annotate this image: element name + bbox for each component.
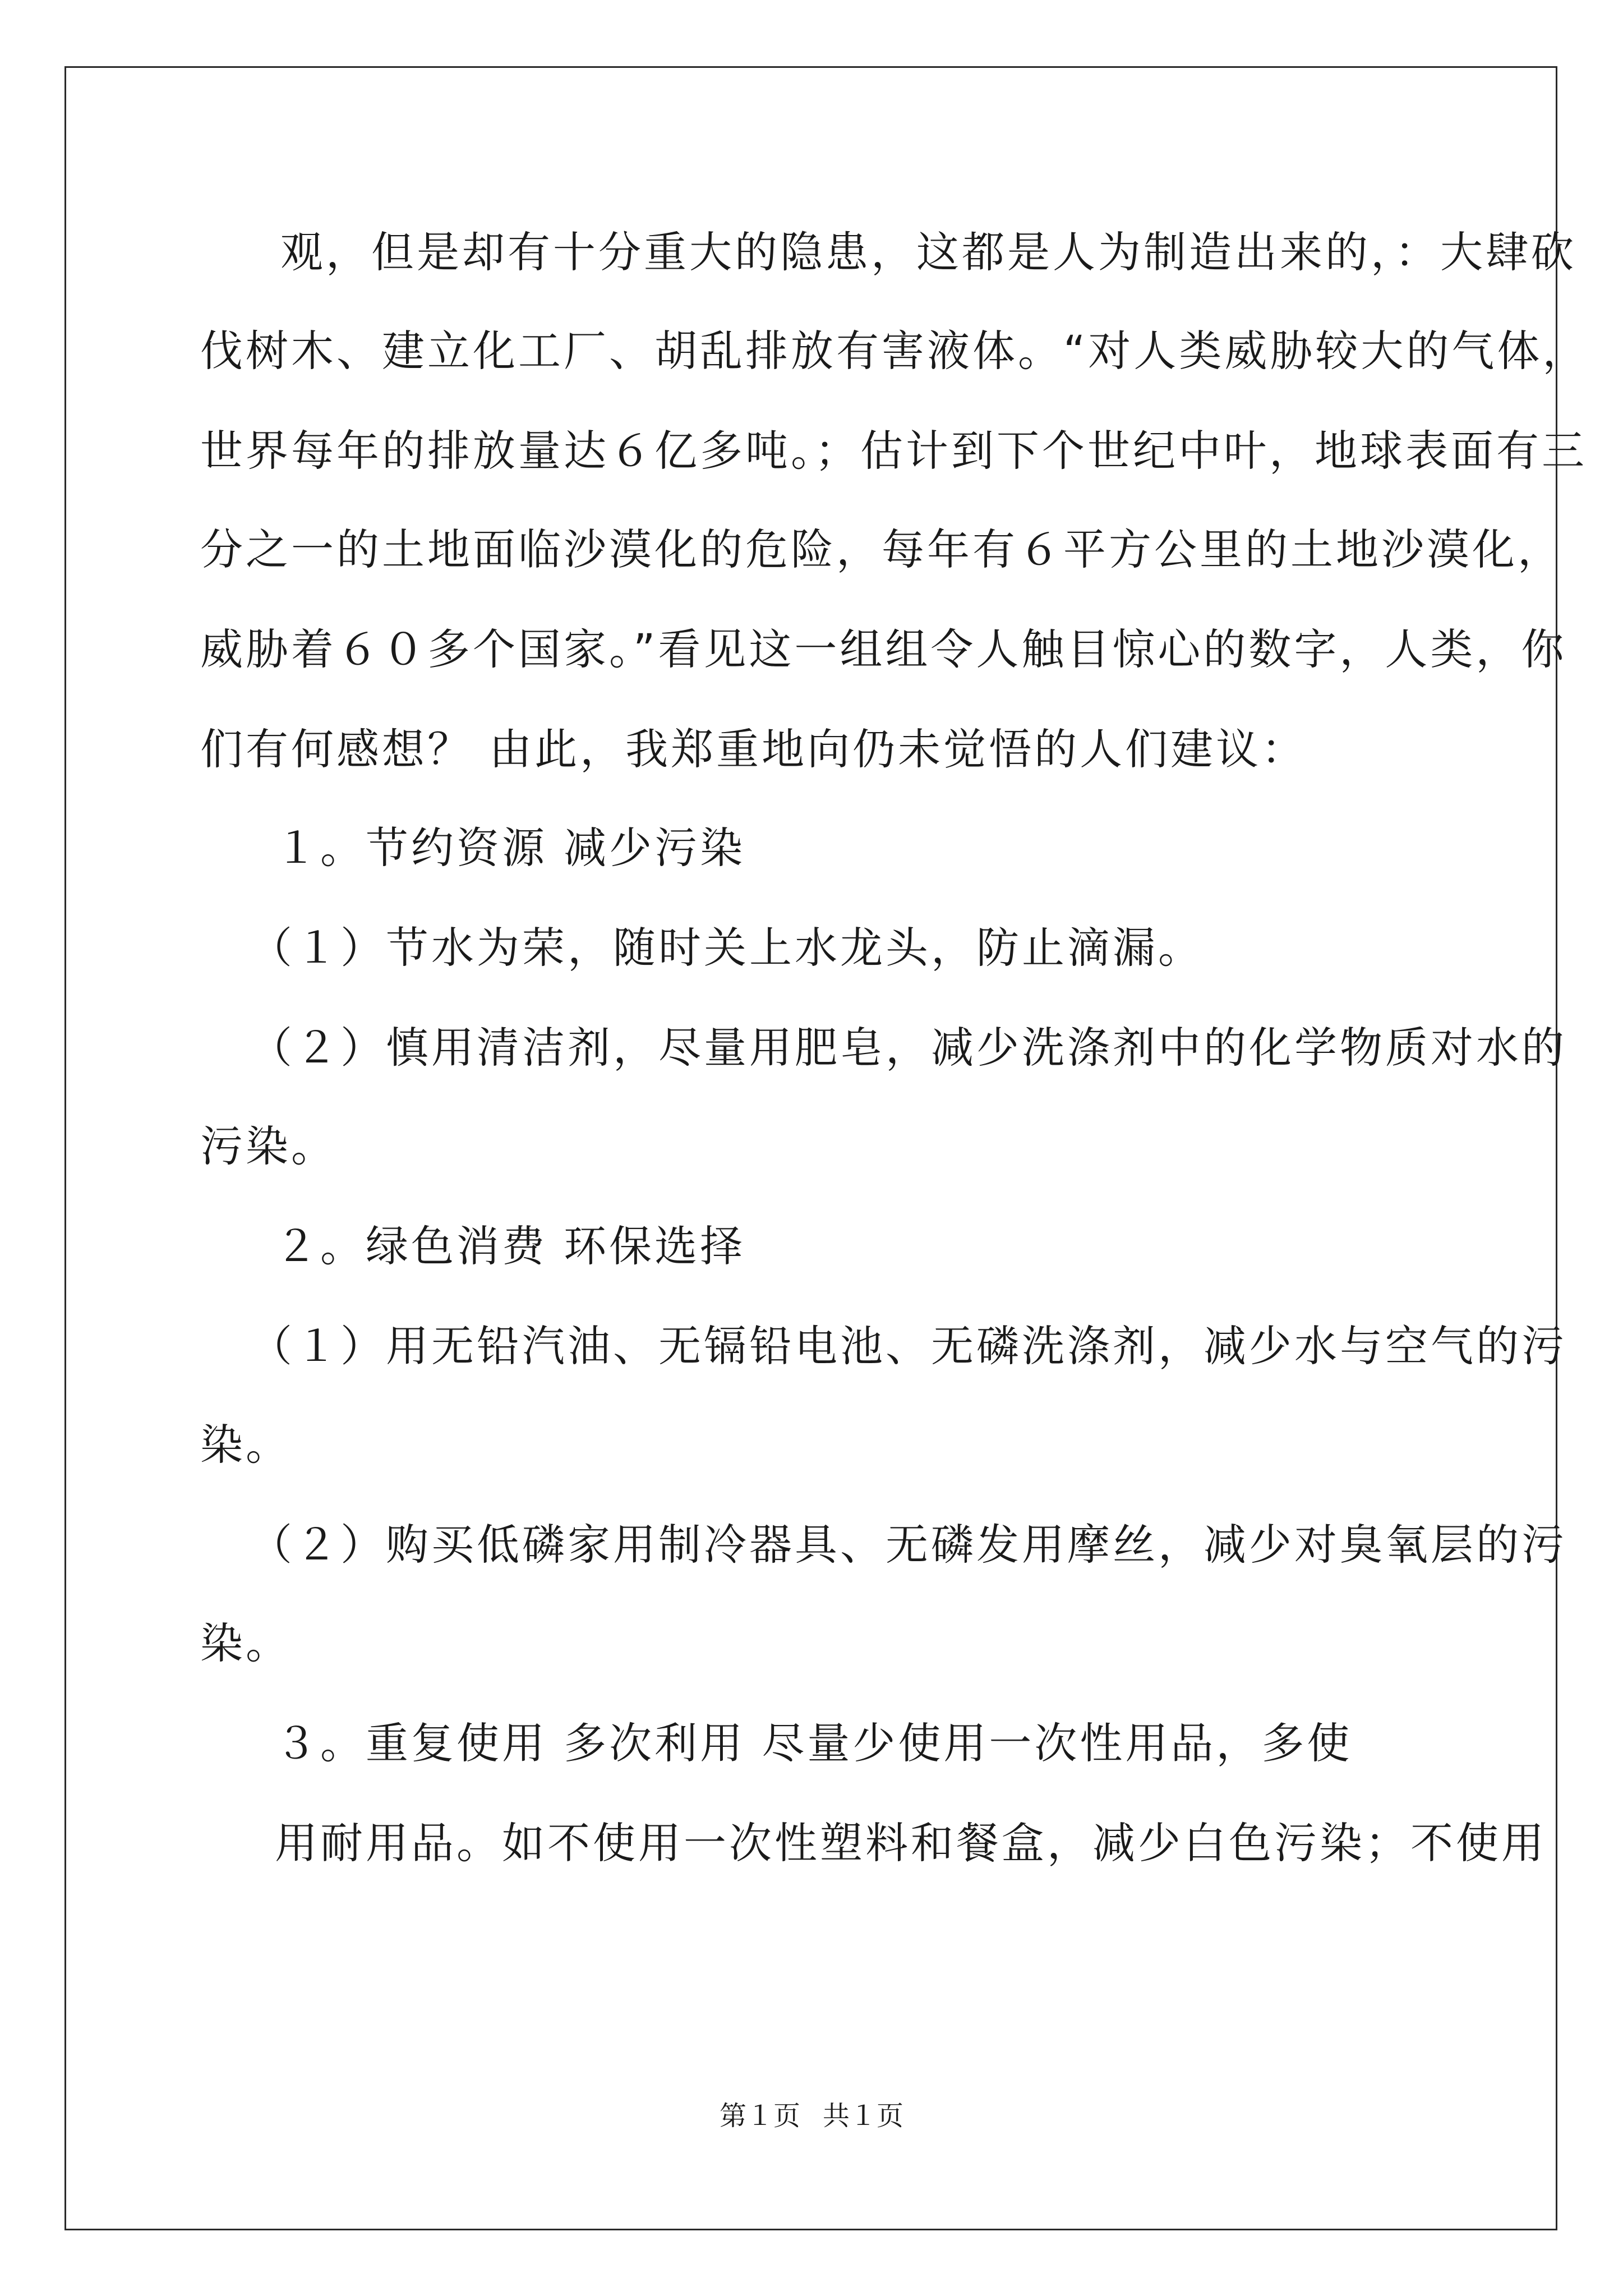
text-line: 染。 <box>200 1618 291 1668</box>
text-line: 世界每年的排放量达６亿多吨。；估计到下个世纪中叶，地球表面有三 <box>200 426 1587 476</box>
text-line: 分之一的土地面临沙漠化的危险，每年有６平方公里的土地沙漠化， <box>200 524 1563 574</box>
text-line: 观，但是却有十分重大的隐患，这都是人为制造出来的，：大肆砍 <box>280 227 1576 277</box>
text-line: 们有何感想？ 由此，我郑重地向仍未觉悟的人们建议： <box>200 724 1307 774</box>
text-line: 染。 <box>200 1420 291 1470</box>
page-number: 第１页 <box>719 2100 800 2132</box>
page-footer <box>0 2099 1623 2133</box>
page-total: 共１页 <box>823 2100 904 2132</box>
text-line: （２）慎用清洁剂，尽量用肥皂，减少洗涤剂中的化学物质对水的 <box>250 1023 1567 1073</box>
text-line: 用耐用品。如不使用一次性塑料和餐盒，减少白色污染；不使用 <box>275 1818 1547 1868</box>
section-heading: ３。重复使用 多次利用 尽量少使用一次性用品，多使 <box>275 1718 1353 1768</box>
section-heading: １。节约资源 减少污染 <box>275 823 746 873</box>
section-heading: ２。绿色消费 环保选择 <box>275 1221 746 1271</box>
text-line: （１）用无铅汽油、无镉铅电池、无磷洗涤剂，减少水与空气的污 <box>250 1321 1567 1371</box>
text-line: 污染。 <box>200 1121 336 1171</box>
text-line: 伐树木、建立化工厂、胡乱排放有害液体。“对人类威胁较大的气体， <box>200 326 1588 376</box>
text-line: （２）购买低磷家用制冷器具、无磷发用摩丝，减少对臭氧层的污 <box>250 1520 1567 1570</box>
text-line: 威胁着６０多个国家。”看见这一组组令人触目惊心的数字，人类，你 <box>200 624 1567 674</box>
text-line: （１）节水为荣，随时关上水龙头，防止滴漏。 <box>250 923 1204 973</box>
